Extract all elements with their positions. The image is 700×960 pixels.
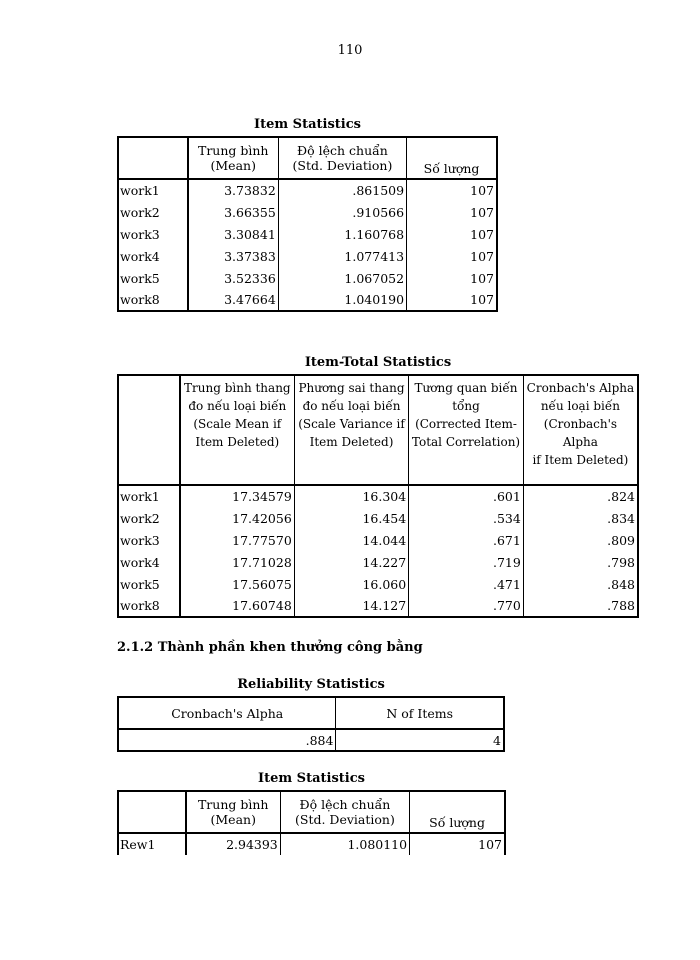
count-value: 107 [407, 267, 497, 289]
scale-variance-value: 16.304 [294, 485, 408, 507]
table-row [118, 729, 504, 751]
mean-value: 3.30841 [188, 223, 279, 245]
scale-variance-value: 16.454 [294, 507, 408, 529]
std-value: 1.040190 [278, 289, 406, 311]
correlation-value: .770 [409, 595, 524, 617]
correlation-value: .534 [409, 507, 524, 529]
mean-value: 2.94393 [186, 833, 281, 855]
correlation-value: .601 [409, 485, 524, 507]
row-label: work1 [118, 179, 188, 201]
count-value: 107 [407, 289, 497, 311]
row-label: work4 [118, 551, 180, 573]
item-statistics-table [117, 136, 498, 312]
mean-value: 3.73832 [188, 179, 279, 201]
alpha-value: .834 [523, 507, 638, 529]
row-label: work2 [118, 507, 180, 529]
table-header-row [118, 137, 497, 179]
row-label: work3 [118, 529, 180, 551]
reliability-statistics-title: Reliability Statistics [237, 677, 385, 692]
scale-mean-header: Trung bình thang đo nếu loại biến (Scale Mean if Item Deleted) [180, 375, 294, 485]
scale-mean-value: 17.77570 [180, 529, 294, 551]
cronbach-alpha-header: Cronbach's Alpha [118, 697, 336, 729]
count-header: Số lượng [410, 791, 505, 833]
row-label: work3 [118, 223, 188, 245]
mean-value: 3.47664 [188, 289, 279, 311]
item-statistics-2-table [117, 790, 506, 855]
mean-value: 3.66355 [188, 201, 279, 223]
std-value: 1.080110 [280, 833, 409, 855]
alpha-value: .848 [523, 573, 638, 595]
count-value: 107 [407, 223, 497, 245]
mean-header: Trung bình (Mean) [186, 791, 281, 833]
count-value: 107 [407, 245, 497, 267]
std-deviation-header: Độ lệch chuẩn (Std. Deviation) [280, 791, 409, 833]
scale-mean-value: 17.34579 [180, 485, 294, 507]
table-row [118, 595, 638, 617]
alpha-value: .824 [523, 485, 638, 507]
table-row [118, 223, 497, 245]
item-statistics-title: Item Statistics [254, 117, 361, 132]
std-value: .910566 [278, 201, 406, 223]
row-label: Rew1 [118, 833, 186, 855]
table-row [118, 833, 505, 855]
table-header-row [118, 375, 638, 485]
header-corner [118, 791, 186, 833]
alpha-value: .798 [523, 551, 638, 573]
scale-mean-value: 17.56075 [180, 573, 294, 595]
header-corner [118, 137, 188, 179]
n-of-items-value: 4 [336, 729, 504, 751]
scale-mean-value: 17.71028 [180, 551, 294, 573]
table-row [118, 485, 638, 507]
row-label: work2 [118, 201, 188, 223]
n-of-items-header: N of Items [336, 697, 504, 729]
count-value: 107 [407, 201, 497, 223]
mean-value: 3.52336 [188, 267, 279, 289]
table-row [118, 529, 638, 551]
mean-value: 3.37383 [188, 245, 279, 267]
std-value: .861509 [278, 179, 406, 201]
scale-mean-value: 17.60748 [180, 595, 294, 617]
item-total-statistics-title: Item-Total Statistics [304, 355, 452, 370]
item-statistics-2-title: Item Statistics [258, 771, 365, 786]
count-value: 107 [410, 833, 505, 855]
row-label: work5 [118, 573, 180, 595]
row-label: work1 [118, 485, 180, 507]
table-row [118, 289, 497, 311]
std-value: 1.160768 [278, 223, 406, 245]
table-row [118, 201, 497, 223]
table-row [118, 573, 638, 595]
table-row [118, 267, 497, 289]
std-value: 1.077413 [278, 245, 406, 267]
std-deviation-header: Độ lệch chuẩn (Std. Deviation) [278, 137, 406, 179]
count-value: 107 [407, 179, 497, 201]
alpha-if-deleted-header: Cronbach's Alpha nếu loại biến (Cronbach's Alpha if Item Deleted) [523, 375, 638, 485]
correlation-value: .719 [409, 551, 524, 573]
std-value: 1.067052 [278, 267, 406, 289]
scale-variance-value: 16.060 [294, 573, 408, 595]
row-label: work4 [118, 245, 188, 267]
count-header: Số lượng [407, 137, 497, 179]
table-row [118, 551, 638, 573]
reliability-statistics-table [117, 696, 505, 752]
correlation-value: .671 [409, 529, 524, 551]
correlation-value: .471 [409, 573, 524, 595]
mean-header: Trung bình (Mean) [188, 137, 279, 179]
alpha-value: .809 [523, 529, 638, 551]
scale-variance-value: 14.044 [294, 529, 408, 551]
alpha-value: .788 [523, 595, 638, 617]
scale-mean-value: 17.42056 [180, 507, 294, 529]
scale-variance-value: 14.227 [294, 551, 408, 573]
scale-variance-value: 14.127 [294, 595, 408, 617]
section-heading: 2.1.2 Thành phần khen thưởng công bằng [117, 640, 423, 655]
header-corner [118, 375, 180, 485]
table-row [118, 507, 638, 529]
item-total-statistics-table [117, 374, 639, 618]
table-row [118, 179, 497, 201]
row-label: work5 [118, 267, 188, 289]
cronbach-alpha-value: .884 [118, 729, 336, 751]
item-total-correlation-header: Tương quan biến tổng (Corrected Item- Total Correlation) [409, 375, 524, 485]
table-header-row [118, 791, 505, 833]
scale-variance-header: Phương sai thang đo nếu loại biến (Scale Variance if Item Deleted) [294, 375, 408, 485]
page-number: 110 [337, 43, 363, 58]
row-label: work8 [118, 289, 188, 311]
table-row [118, 245, 497, 267]
row-label: work8 [118, 595, 180, 617]
table-header-row [118, 697, 504, 729]
